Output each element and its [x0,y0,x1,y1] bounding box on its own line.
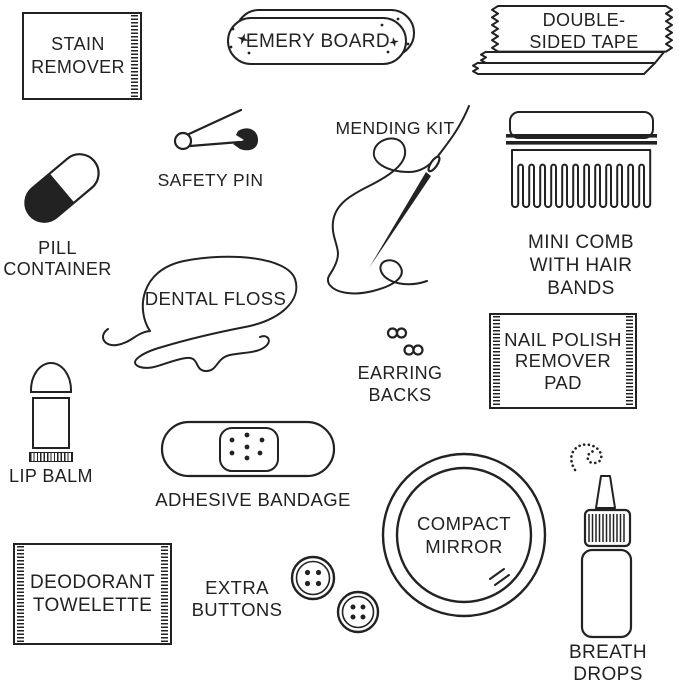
packet-seal-edge [626,316,633,406]
label-line: BUTTONS [191,599,283,620]
label-line: EXTRA [205,577,269,598]
button [292,557,334,599]
packet-seal-edge [161,546,168,642]
label-line: TOWELETTE [32,595,153,616]
hair-band [506,134,657,138]
packet-seal-edge [493,316,500,406]
pill-container-graphic [10,145,115,250]
mini-comb-graphic [500,105,665,220]
label-line: SIDED TAPE [529,32,639,52]
label-line: DROPS [573,663,643,683]
label-line: DEODORANT [30,572,155,593]
lip-balm-label [3,465,99,487]
label-line: DOUBLE- [542,10,626,30]
packet-seal-edge [17,546,24,642]
label-line: STAIN [51,34,105,54]
compact-mirror-label [406,513,522,558]
extra-buttons-graphic [285,550,395,638]
pin-arm [190,142,240,146]
bandage-graphic [158,418,344,484]
label-line: DENTAL FLOSS [144,288,287,309]
earring-back [388,329,397,338]
tape-label [500,9,668,53]
hair-band [506,141,657,145]
floss-strand [103,257,296,371]
earring-backs-graphic [383,323,433,365]
earring-back [414,346,423,355]
lip-balm-body [32,397,70,449]
thread [328,106,469,293]
label-line: WITH HAIR BANDS [529,255,633,299]
label-line: PILL [38,238,77,258]
extra-buttons-label [178,577,296,621]
freshness-swirl [571,445,601,470]
packet-seal-edge [131,15,138,97]
needle-shaft [369,172,431,268]
label-line: SAFETY PIN [157,170,264,190]
label-line: ADHESIVE BANDAGE [155,489,351,510]
earring-back [397,329,406,338]
bottle-body [582,550,631,637]
safety-pin-label [148,169,273,191]
lip-balm-cap [30,362,72,393]
label-line: COMPACT [417,513,511,534]
emery-board-label [240,31,396,53]
stain-remover-packet [22,12,142,100]
mending-kit-graphic [325,100,475,300]
tape-strip-back [473,63,655,74]
earring-backs-label [345,362,455,406]
mini-comb-label [496,231,666,300]
breath-drops-label [551,642,665,683]
bandage-label [153,489,353,511]
button [338,592,378,632]
label-line: MINI COMB [528,232,634,253]
label-line: LIP BALM [9,466,93,486]
dental-floss-label [138,288,293,310]
label-line: BREATH [568,642,648,663]
label-line: MIRROR [425,535,503,557]
bottle-nozzle [596,476,615,508]
label-line: REMOVER [514,350,612,372]
pin-coil [175,133,191,149]
label-line: MENDING KIT [335,118,455,138]
capsule-outline [18,146,107,229]
nail-polish-pad-packet [489,313,637,409]
label-line: PAD [544,371,582,393]
breath-drops-graphic [565,440,677,640]
label-line: EMERY BOARD [245,31,391,52]
label-line: EARRING [357,363,443,383]
label-line: CONTAINER [3,259,112,279]
earring-back [405,346,414,355]
comb-teeth [512,150,650,207]
label-line: NAIL POLISH [504,328,622,350]
dental-floss-graphic [90,250,340,375]
tape-strip-middle [481,52,664,63]
label-line: REMOVER [31,57,125,77]
safety-pin-graphic [160,100,280,175]
lip-balm-dial [29,452,73,462]
pin-clasp [233,128,258,150]
pin-arm [189,110,241,134]
label-line: BACKS [368,385,432,405]
deodorant-towelette-packet [13,543,172,645]
